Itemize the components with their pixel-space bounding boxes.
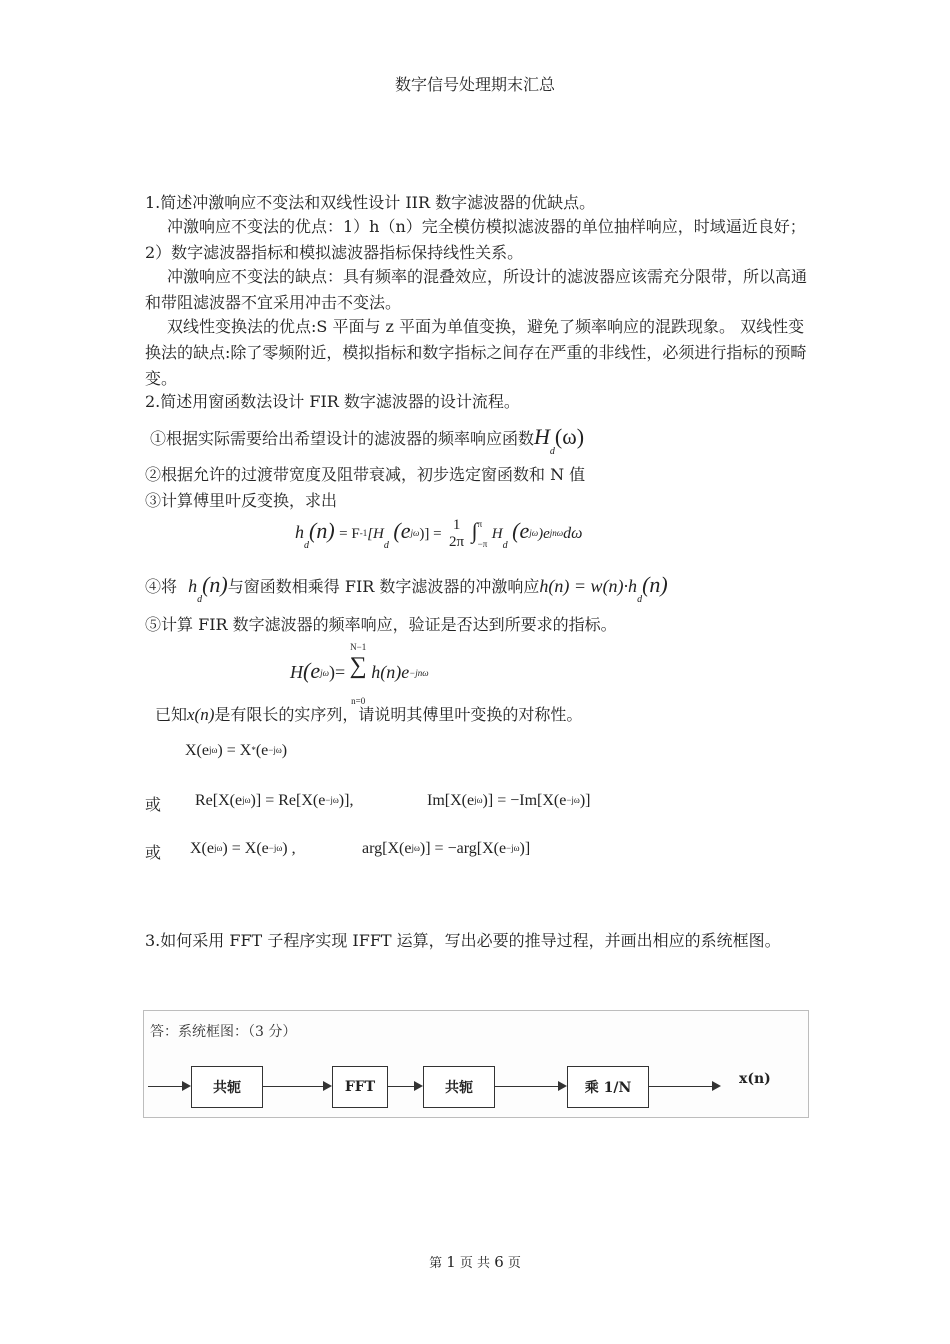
frequency-response-equation	[290, 640, 429, 708]
eq3-limits	[478, 514, 488, 554]
output-line	[648, 1086, 712, 1087]
q1-impulse-cons: 冲激响应不变法的缺点：具有频率的混叠效应，所设计的滤波器应该需充分限带，所以高通和带阻滤波器不宜采用冲击不变法。	[145, 267, 808, 312]
symmetry-intro-prefix: 已知	[155, 705, 188, 724]
step4-text: 与窗函数相乘得 FIR 数字滤波器的冲激响应	[227, 577, 540, 596]
input-line	[148, 1086, 184, 1087]
eq3-paren: (e	[393, 518, 411, 544]
step4-symbol: h	[188, 576, 198, 596]
eq5-term: h(n)e	[371, 662, 410, 683]
output-arrow	[712, 1081, 721, 1091]
q2-step2: ②根据允许的过渡带宽度及阻带衰减，初步选定窗函数和 N 值	[145, 465, 586, 484]
symmetry-or-1: 或	[145, 795, 162, 814]
connector-line-2	[387, 1086, 414, 1087]
scale-1-over-n-block: 乘 1/N	[567, 1066, 649, 1108]
input-arrow	[182, 1081, 191, 1091]
symmetry-eq3a: X(ejω) = X(e−jω) ,	[190, 840, 296, 857]
footer-page-number: 1	[446, 1253, 456, 1271]
symmetry-eq2b: Im[X(ejω)] = −Im[X(e−jω)]	[427, 792, 591, 809]
eq3-int-sup: π	[477, 519, 483, 529]
eq3-integrand-sub: d	[502, 540, 508, 552]
eq3-lhs-arg: (n)	[309, 518, 335, 544]
eq3-integrand-tail-sup: jnω	[549, 528, 564, 539]
eq5-lhs: H	[290, 662, 303, 683]
symmetry-eq3b: arg[X(ejω)] = −arg[X(e−jω)]	[362, 840, 531, 857]
q2-question: 2.简述用窗函数法设计 FIR 数字滤波器的设计流程。	[145, 392, 520, 411]
eq5-sum-sub: n=0	[351, 696, 366, 706]
q2-step3: ③计算傅里叶反变换，求出	[145, 491, 338, 510]
system-block-diagram	[143, 1010, 809, 1118]
eq5-eq: )=	[328, 662, 346, 683]
step1-subscript: d	[549, 446, 555, 457]
inverse-fourier-equation	[295, 514, 582, 554]
step4-eq-sub: d	[637, 594, 643, 605]
connector-arrow-2	[414, 1081, 423, 1091]
step1-symbol: H	[534, 424, 550, 449]
eq3-mid: = F	[339, 526, 360, 543]
step1-arg: (ω)	[554, 424, 585, 449]
footer-suffix: 页	[507, 1256, 521, 1271]
symmetry-or-2: 或	[145, 843, 162, 862]
step4-arg: (n)	[202, 572, 228, 597]
symmetry-eq2a: Re[X(ejω)] = Re[X(e−jω)],	[195, 792, 354, 809]
conjugate-block-1: 共轭	[191, 1066, 263, 1108]
eq3-integrand-paren-sup: jω	[529, 528, 539, 539]
eq3-integrand-paren: (e	[512, 518, 530, 544]
diagram-caption: 答：系统框图：（3 分）	[150, 1024, 297, 1040]
eq3-lhs: h	[295, 522, 304, 543]
fft-block: FFT	[332, 1066, 388, 1108]
q2-step1	[150, 424, 585, 457]
eq3-close: )] =	[419, 526, 442, 543]
eq3-integrand: H	[491, 526, 503, 543]
eq5-term-sup: −jnω	[409, 668, 429, 679]
q1-question: 1.简述冲激响应不变法和双线性设计 IIR 数字滤波器的优缺点。	[145, 193, 596, 212]
eq3-frac-num: 1	[452, 517, 461, 533]
eq3-paren-sup: jω	[410, 528, 420, 539]
eq3-mid-sup: -1	[359, 528, 368, 539]
eq3-int-sub: −π	[477, 539, 488, 549]
eq5-sum	[350, 640, 367, 708]
footer-total-pages: 6	[494, 1253, 504, 1271]
eq3-integral: ∫	[471, 518, 478, 544]
page-footer	[0, 1252, 950, 1271]
connector-line-3	[494, 1086, 558, 1087]
footer-prefix: 第	[429, 1256, 443, 1271]
conjugate-block-2: 共轭	[423, 1066, 495, 1108]
symmetry-intro-text: 是有限长的实序列，请说明其傅里叶变换的对称性。	[214, 705, 583, 724]
step1-text: ①根据实际需要给出希望设计的滤波器的频率响应函数	[150, 429, 535, 448]
footer-mid: 页 共	[459, 1256, 491, 1271]
step4-sub: d	[197, 594, 203, 605]
q1-impulse-pros: 冲激响应不变法的优点：1）h（n）完全模仿模拟滤波器的单位抽样响应，时域逼近良好；2）数字滤波器指标和模拟滤波器指标保持线性关系。	[145, 217, 806, 262]
eq3-fraction	[449, 517, 464, 551]
eq3-lhs-sub: d	[304, 540, 309, 552]
eq3-integrand-tail: )e	[538, 526, 550, 543]
q3-question: 3.如何采用 FFT 子程序实现 IFFT 运算，写出必要的推导过程，并画出相应的系统框图。	[145, 931, 781, 950]
connector-arrow-3	[558, 1081, 567, 1091]
eq3-bracket: [H	[367, 526, 384, 543]
q2-step4	[145, 572, 668, 605]
eq5-sum-symbol: ∑	[349, 653, 367, 679]
page-title: 数字信号处理期末汇总	[394, 75, 555, 94]
symmetry-intro-var: x(n)	[187, 705, 215, 724]
step4-eq-tail: (n)	[642, 572, 668, 597]
q2-step5: ⑤计算 FIR 数字滤波器的频率响应，验证是否达到所要求的指标。	[145, 615, 617, 634]
connector-arrow-1	[323, 1081, 332, 1091]
eq5-sum-sup: N−1	[350, 642, 367, 652]
q1-bilinear: 双线性变换法的优点:S 平面与 z 平面为单值变换，避免了频率响应的混跌现象。 双线性变换法的缺点:除了零频附近，模拟指标和数字指标之间存在严重的非线性，必须进行指标的预畸变。	[145, 317, 807, 388]
connector-line-1	[262, 1086, 325, 1087]
symmetry-eq1: X(ejω) = X*(e−jω)	[185, 742, 288, 759]
eq3-frac-den: 2π	[449, 534, 465, 550]
output-label: x(n)	[739, 1071, 771, 1087]
eq3-bracket-sub: d	[383, 540, 389, 552]
symmetry-intro	[155, 702, 582, 725]
eq5-paren-sup: jω	[320, 668, 329, 679]
eq3-dw: dω	[563, 525, 583, 543]
eq5-paren: (e	[303, 658, 321, 684]
step4-eq: h(n) = w(n)·h	[539, 576, 638, 596]
step4-prefix: ④将	[145, 577, 178, 596]
